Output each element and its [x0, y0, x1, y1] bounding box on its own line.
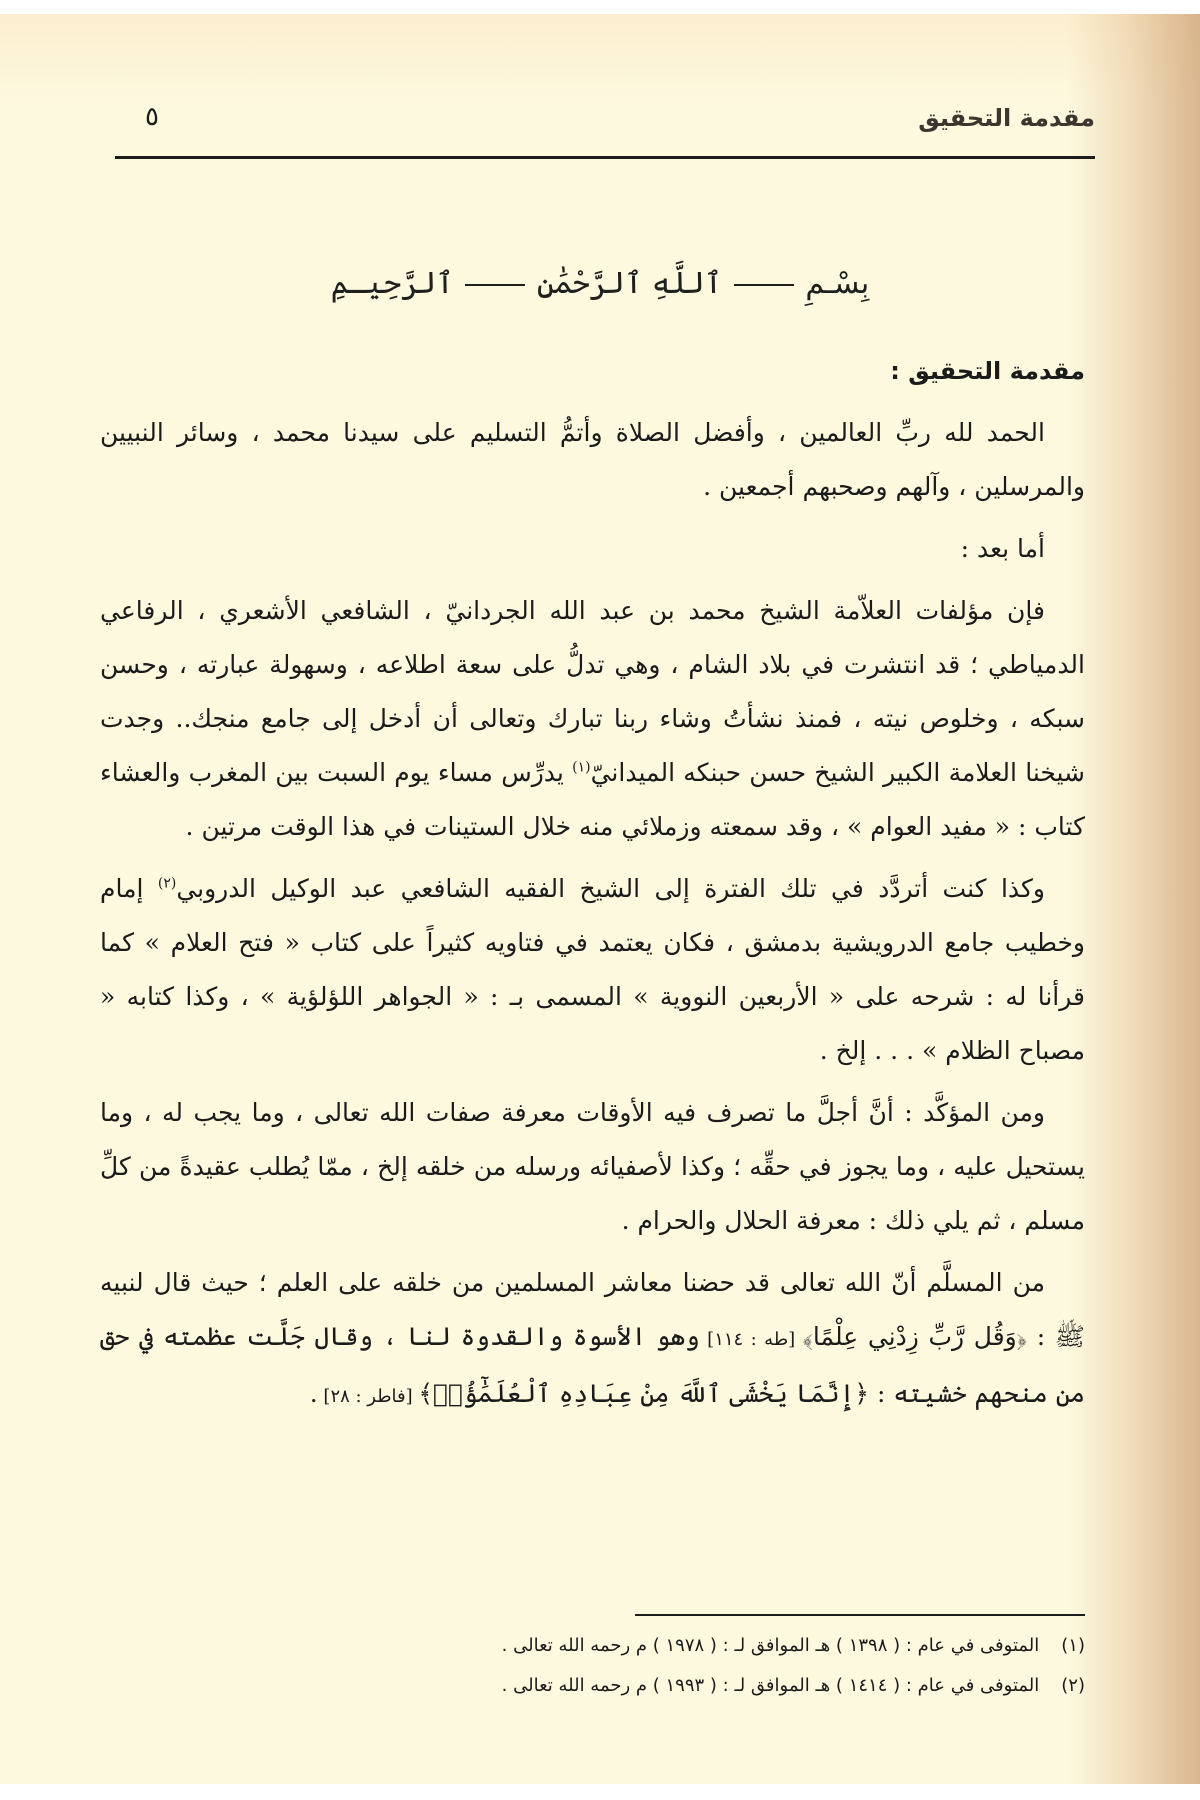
page-number: ٥	[145, 102, 159, 132]
footnote-2	[100, 1666, 1085, 1706]
paragraph-end: .	[309, 1379, 318, 1408]
paragraph-text: فإن مؤلفات العلاّمة الشيخ محمد بن عبد الله الجردانيّ ، الشافعي الأشعري ، الرفاعي الدمياطي ؛ قد انتشرت في بلاد الشام ، وهي تدلُّ على سعة اطلاعه ، وسهولة عبارته ، وحسن سبكه ، وخلوص نيته ، فمنذ نشأتُ وشاء ربنا تبارك وتعالى أن أدخل إلى جامع منجك.. وجدت شيخنا العلامة الكبير الشيخ حسن حبنكه الميدانيّ	[100, 596, 1085, 787]
paragraph-text: وكذا كنت أتردَّد في تلك الفترة إلى الشيخ الفقيه الشافعي عبد الوكيل الدروبي	[176, 874, 1045, 903]
kashida-stroke	[465, 284, 525, 286]
paragraph-knowledge	[100, 1256, 1085, 1424]
page-header	[115, 102, 1095, 148]
paragraph-text: يدرِّس مساء يوم السبت بين المغرب والعشاء كتاب : « مفيد العوام » ، وقد سمعته وزملائي منه خلال الستينات في هذا الوقت مرتين .	[100, 758, 1085, 841]
paragraph-author-works	[100, 584, 1085, 854]
basmala-word-allah-rahman: ٱللَّهِ ٱلرَّحْمَٰنِ	[536, 266, 723, 301]
paragraph-text: إمام وخطيب جامع الدرويشية بدمشق ، فكان يعتمد في فتاويه كثيراً على كتاب « فتح العلام » كما قرأنا له : شرحه على « الأربعين النووية » المسمى بـ : « الجواهر اللؤلؤية » ، وكذا كتابه « مصباح الظلام » . . . إلخ .	[100, 874, 1085, 1065]
footnote-ref-1[interactable]: (١)	[572, 759, 591, 776]
section-heading: مقدمة التحقيق :	[890, 357, 1085, 385]
quran-verse-fatir: ﴿إِنَّمَا يَخْشَى ٱللَّهَ مِنْ عِبَادِهِ ٱلْعُلَمَٰٓؤُا۟﴾	[418, 1379, 869, 1408]
footnote-number: (٢)	[1061, 1675, 1085, 1696]
footnote-text: المتوفى في عام : ( ١٣٩٨ ) هـ الموافق لـ : ( ١٩٧٨ ) م رحمه الله تعالى .	[501, 1635, 1040, 1656]
paragraph-sheikh-durubi	[100, 862, 1085, 1078]
footnote-text: المتوفى في عام : ( ١٤١٤ ) هـ الموافق لـ : ( ١٩٩٣ ) م رحمه الله تعالى .	[501, 1675, 1040, 1696]
paragraph-aqidah: ومن المؤكَّد : أنَّ أجلَّ ما تصرف فيه الأوقات معرفة صفات الله تعالى ، وما يجب له ، وما يستحيل عليه ، وما يجوز في حقِّه ؛ وكذا لأصفيائه ورسله من خلقه إلخ ، ممّا يُطلب عقيدةً من كلِّ مسلم ، ثم يلي ذلك : معرفة الحلال والحرام .	[100, 1098, 1085, 1235]
paragraph-text: من المسلَّم أنّ الله تعالى قد حضنا معاشر المسلمين من خلقه على العلم ؛ حيث قال لنبيه ﷺ :	[100, 1268, 1085, 1351]
basmala	[0, 266, 1200, 301]
kashida-stroke	[734, 284, 794, 286]
footnote-rule	[635, 1614, 1085, 1616]
header-rule	[115, 156, 1095, 159]
basmala-word-bism: بِسْـمِ	[805, 266, 870, 301]
verse-citation-fatir: [فاطر : ٢٨]	[317, 1386, 419, 1407]
running-title: مقدمة التحقيق	[918, 104, 1095, 132]
footnote-ref-2[interactable]: (٢)	[157, 875, 177, 892]
paragraph-text: وهو الأسوة والقدوة لنا ، وقال جَلَّت عظمته في حق من منحهم خشيته :	[100, 1322, 1085, 1408]
footnote-number: (١)	[1061, 1635, 1085, 1656]
basmala-word-rahim: ٱلرَّحِيـمِ	[330, 266, 454, 301]
footnote-1	[100, 1626, 1085, 1666]
footnotes	[100, 1626, 1085, 1706]
paragraph-praise: الحمد لله ربِّ العالمين ، وأفضل الصلاة وأتمُّ التسليم على سيدنا محمد ، وسائر النبيين والمرسلين ، وآلهم وصحبهم أجمعين .	[100, 418, 1085, 501]
paragraph-amma-baad: أما بعد :	[960, 534, 1045, 563]
verse-citation-taha: [طه : ١١٤]	[699, 1329, 803, 1350]
quran-verse-taha: ﴿وَقُل رَّبِّ زِدْنِي عِلْمًا﴾	[802, 1322, 1028, 1351]
book-page	[0, 14, 1200, 1784]
main-text	[100, 344, 1085, 1432]
